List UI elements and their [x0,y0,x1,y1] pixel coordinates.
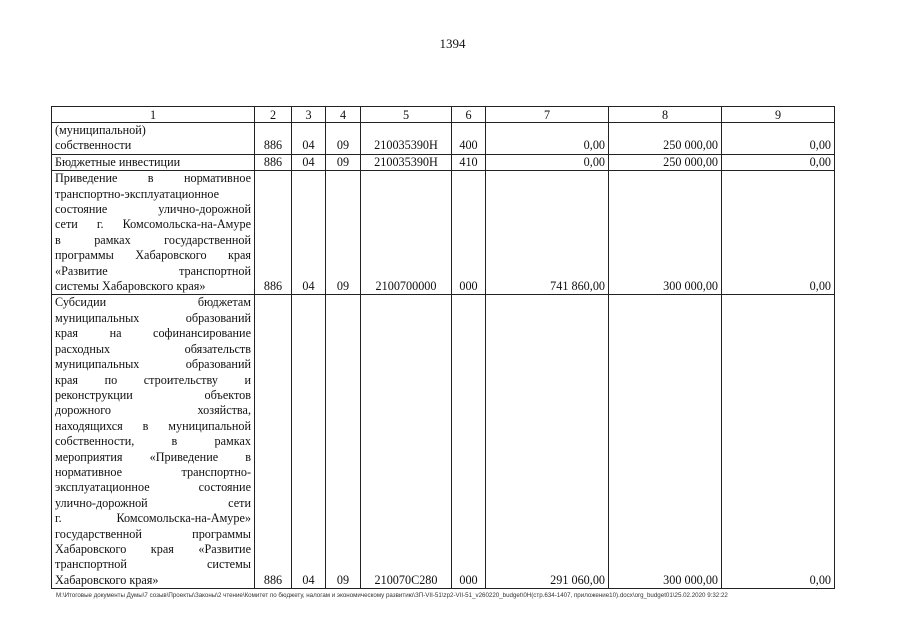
amount-col7-cell: 0,00 [486,154,609,170]
admin-code-cell: 886 [255,154,292,170]
description-line: транспортной системы [55,557,251,572]
header-cell: 9 [722,107,835,123]
amount-col8-cell: 250 000,00 [609,123,722,155]
amount-col8-cell: 250 000,00 [609,154,722,170]
description-line: в рамках государственной [55,232,251,247]
description-line: края по строительству и [55,372,251,387]
description-line: сети г. Комсомольска-на-Амуре [55,217,251,232]
description-line: дорожного хозяйства, [55,403,251,418]
description-line: транспортно-эксплуатационное [55,186,220,201]
header-cell: 7 [486,107,609,123]
table-row [52,295,835,589]
target-article-cell: 210035390Н [361,123,452,155]
header-cell: 5 [361,107,452,123]
amount-col9-cell: 0,00 [722,154,835,170]
amount-col9-cell: 0,00 [722,171,835,295]
subsection-code-cell: 09 [326,123,361,155]
row-description [52,154,255,170]
description-line: Бюджетные инвестиции [55,154,181,169]
description-line: реконструкции объектов [55,387,251,402]
table-row [52,123,835,155]
description-line: системы Хабаровского края» [55,279,206,294]
section-code-cell: 04 [292,154,326,170]
description-line: состояние улично-дорожной [55,202,251,217]
header-cell: 3 [292,107,326,123]
header-cell: 8 [609,107,722,123]
table-row [52,154,835,170]
subsection-code-cell: 09 [326,154,361,170]
admin-code-cell: 886 [255,171,292,295]
description-line: государственной программы [55,526,251,541]
expense-type-cell: 400 [452,123,486,155]
target-article-cell: 210035390Н [361,154,452,170]
budget-table [51,106,835,589]
page-number: 1394 [439,36,466,51]
description-line: собственности, в рамках [55,434,251,449]
subsection-code-cell: 09 [326,171,361,295]
description-line: собственности [55,138,132,153]
description-line: края на софинансирование [55,326,251,341]
amount-col8-cell: 300 000,00 [609,295,722,589]
section-code-cell: 04 [292,171,326,295]
description-line: Субсидии бюджетам [55,295,251,310]
expense-type-cell: 000 [452,295,486,589]
amount-col9-cell: 0,00 [722,295,835,589]
description-line: расходных обязательств [55,341,251,356]
expense-type-cell: 000 [452,171,486,295]
table-row [52,171,835,295]
expense-type-cell: 410 [452,154,486,170]
description-line: находящихся в муниципальной [55,418,251,433]
amount-col7-cell: 291 060,00 [486,295,609,589]
file-path-footer: M:\Итоговые документы Думы\7 созыв\Проекты\Законы\2 чтение\Комитет по бюджету, налогам и экономическому развитию\ЗП-VII-51\zp2-VII-51_v260220_budget\0H(стр.634-1407, приложение10).docx\org_budget01\25.02.2020 9:32:22 [56,592,728,599]
description-line: г. Комсомольска-на-Амуре» [55,511,251,526]
section-code-cell: 04 [292,123,326,155]
header-cell: 6 [452,107,486,123]
row-description [52,295,255,589]
target-article-cell: 210070С280 [361,295,452,589]
admin-code-cell: 886 [255,295,292,589]
description-line: программы Хабаровского края [55,248,251,263]
description-line: Хабаровского края» [55,572,159,587]
header-cell: 4 [326,107,361,123]
header-cell: 2 [255,107,292,123]
description-line: мероприятия «Приведение в [55,449,251,464]
subsection-code-cell: 09 [326,295,361,589]
amount-col9-cell: 0,00 [722,123,835,155]
description-line: (муниципальной) [55,123,146,137]
amount-col7-cell: 741 860,00 [486,171,609,295]
description-line: нормативное транспортно- [55,464,251,479]
description-line: Хабаровского края «Развитие [55,541,251,556]
description-line: «Развитие транспортной [55,263,251,278]
description-line: муниципальных образований [55,310,251,325]
description-line: муниципальных образований [55,357,251,372]
table-header-row [52,107,835,123]
amount-col7-cell: 0,00 [486,123,609,155]
description-line: Приведение в нормативное [55,171,251,186]
amount-col8-cell: 300 000,00 [609,171,722,295]
header-cell: 1 [52,107,255,123]
target-article-cell: 2100700000 [361,171,452,295]
admin-code-cell: 886 [255,123,292,155]
row-description [52,123,255,155]
row-description [52,171,255,295]
section-code-cell: 04 [292,295,326,589]
description-line: эксплуатационное состояние [55,480,251,495]
description-line: улично-дорожной сети [55,495,251,510]
